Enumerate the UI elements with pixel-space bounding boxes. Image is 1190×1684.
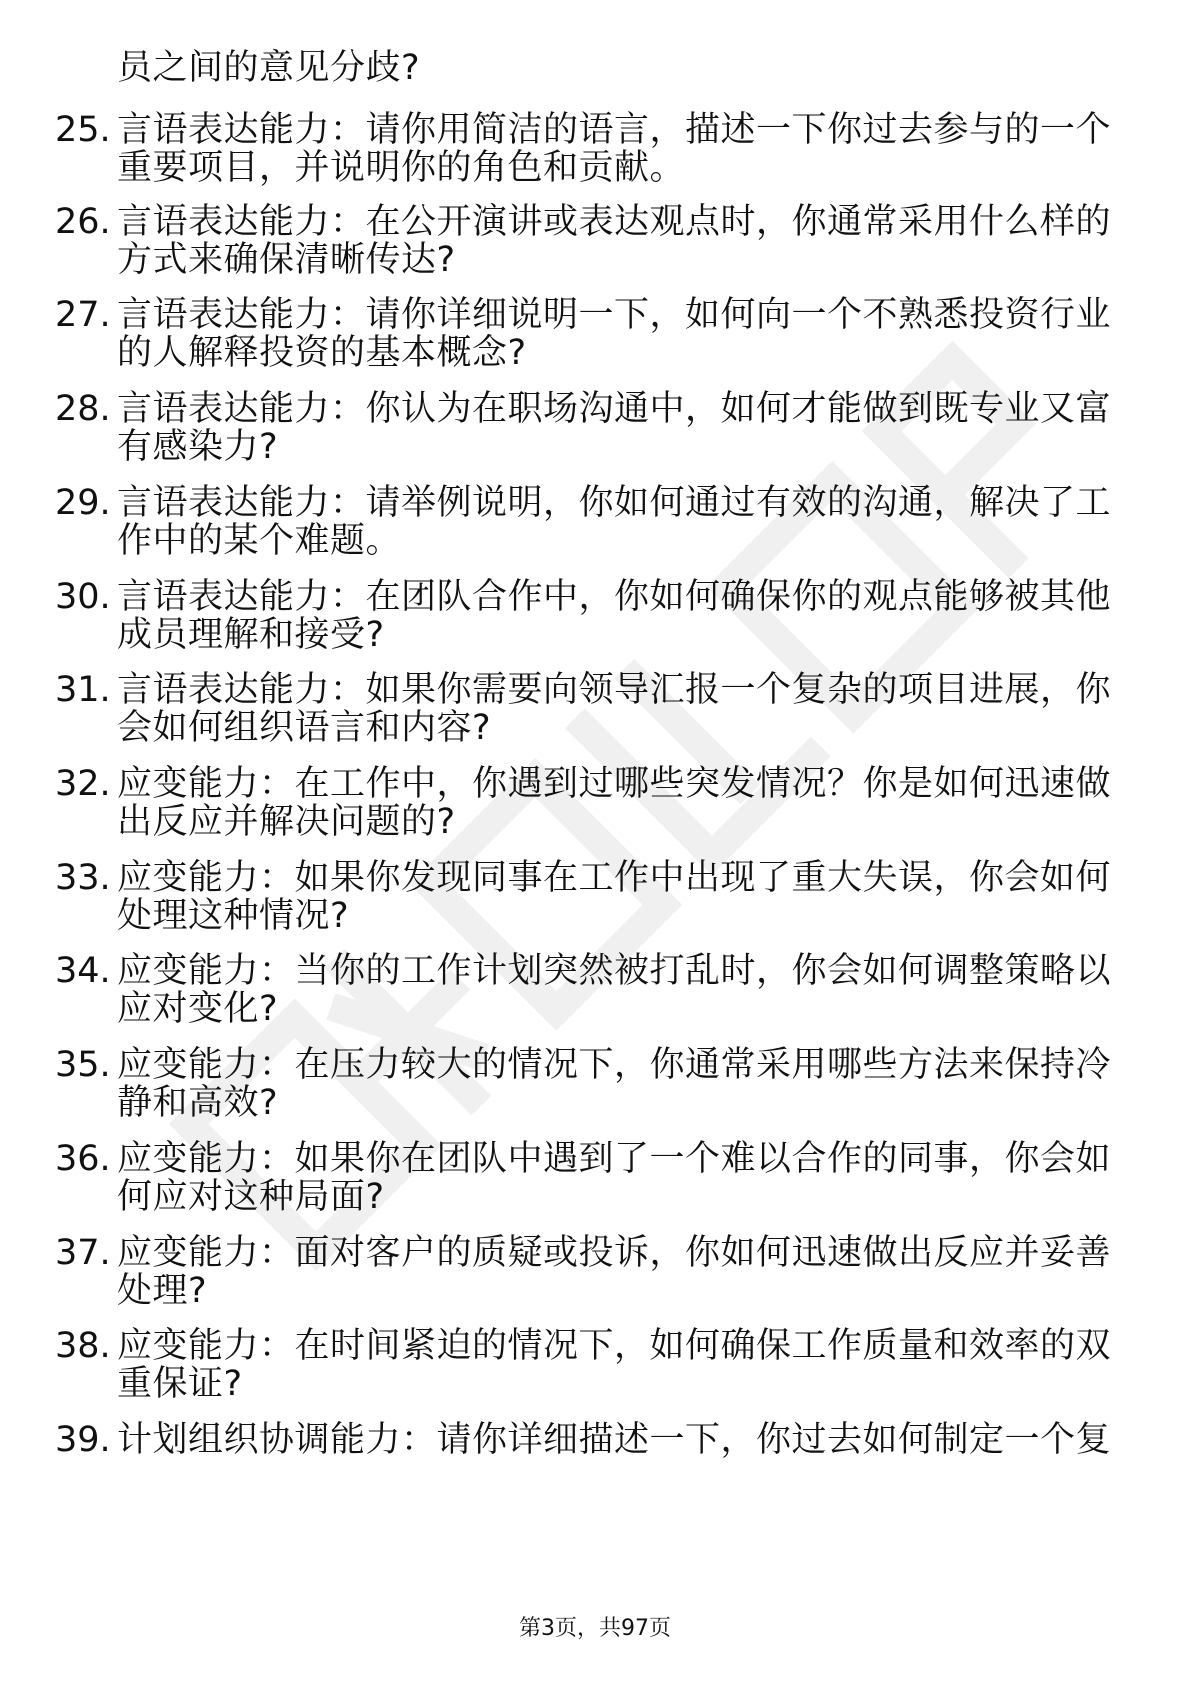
question-text-line: 言语表达能力：请你详细说明一下，如何向一个不熟悉投资行业 xyxy=(117,295,1112,335)
question-text-line: 言语表达能力：你认为在职场沟通中，如何才能做到既专业又富 xyxy=(117,389,1112,429)
question-number: 30. xyxy=(55,577,111,617)
question-number: 39. xyxy=(55,1420,111,1460)
question-text-line: 有感染力? xyxy=(117,427,279,467)
question-number: 34. xyxy=(55,951,111,991)
question-text-line: 方式来确保清晰传达? xyxy=(117,240,456,280)
question-text-line: 静和高效? xyxy=(117,1083,279,1123)
question-text-line: 应变能力：如果你在团队中遇到了一个难以合作的同事，你会如 xyxy=(117,1139,1112,1179)
question-text-line: 应变能力：面对客户的质疑或投诉，你如何迅速做出反应并妥善 xyxy=(117,1233,1112,1273)
question-number: 37. xyxy=(55,1233,111,1273)
question-text-line: 言语表达能力：如果你需要向领导汇报一个复杂的项目进展，你 xyxy=(117,670,1112,710)
question-text-line: 计划组织协调能力：请你详细描述一下，你过去如何制定一个复 xyxy=(117,1420,1112,1460)
question-text-line: 何应对这种局面? xyxy=(117,1177,385,1217)
question-text-line: 言语表达能力：请举例说明，你如何通过有效的沟通，解决了工 xyxy=(117,483,1112,523)
question-number: 27. xyxy=(55,295,111,335)
question-text-line: 言语表达能力：请你用简洁的语言，描述一下你过去参与的一个 xyxy=(117,110,1112,150)
question-text-line: 应对变化? xyxy=(117,989,279,1029)
question-text-line: 应变能力：当你的工作计划突然被打乱时，你会如何调整策略以 xyxy=(117,951,1112,991)
question-text-line: 成员理解和接受? xyxy=(117,615,385,655)
question-number: 25. xyxy=(55,110,111,150)
question-number: 35. xyxy=(55,1045,111,1085)
question-number: 29. xyxy=(55,483,111,523)
question-number: 26. xyxy=(55,202,111,242)
question-text-line: 的人解释投资的基本概念? xyxy=(117,333,527,373)
question-number: 36. xyxy=(55,1139,111,1179)
question-text-line: 重要项目，并说明你的角色和贡献。 xyxy=(117,148,686,188)
question-text-line: 出反应并解决问题的? xyxy=(117,802,456,842)
question-text-line: 会如何组织语言和内容? xyxy=(117,708,492,748)
question-number: 31. xyxy=(55,670,111,710)
question-text-line: 处理这种情况? xyxy=(117,896,350,936)
question-text-line: 应变能力：在时间紧迫的情况下，如何确保工作质量和效率的双 xyxy=(117,1326,1112,1366)
question-number: 33. xyxy=(55,858,111,898)
question-text-line: 应变能力：在压力较大的情况下，你通常采用哪些方法来保持冷 xyxy=(117,1045,1112,1085)
question-text-line: 言语表达能力：在公开演讲或表达观点时，你通常采用什么样的 xyxy=(117,202,1112,242)
question-number: 32. xyxy=(55,764,111,804)
continuation-line: 员之间的意见分歧? xyxy=(117,48,421,88)
question-text-line: 处理? xyxy=(117,1271,208,1311)
page-footer: 第3页，共97页 xyxy=(519,1616,671,1641)
question-text-line: 重保证? xyxy=(117,1364,243,1404)
question-text-line: 应变能力：在工作中，你遇到过哪些突发情况？你是如何迅速做 xyxy=(117,764,1112,804)
question-text-line: 作中的某个难题。 xyxy=(117,521,402,561)
question-number: 38. xyxy=(55,1326,111,1366)
question-text-line: 应变能力：如果你发现同事在工作中出现了重大失误，你会如何 xyxy=(117,858,1112,898)
question-text-line: 言语表达能力：在团队合作中，你如何确保你的观点能够被其他 xyxy=(117,577,1112,617)
question-number: 28. xyxy=(55,389,111,429)
